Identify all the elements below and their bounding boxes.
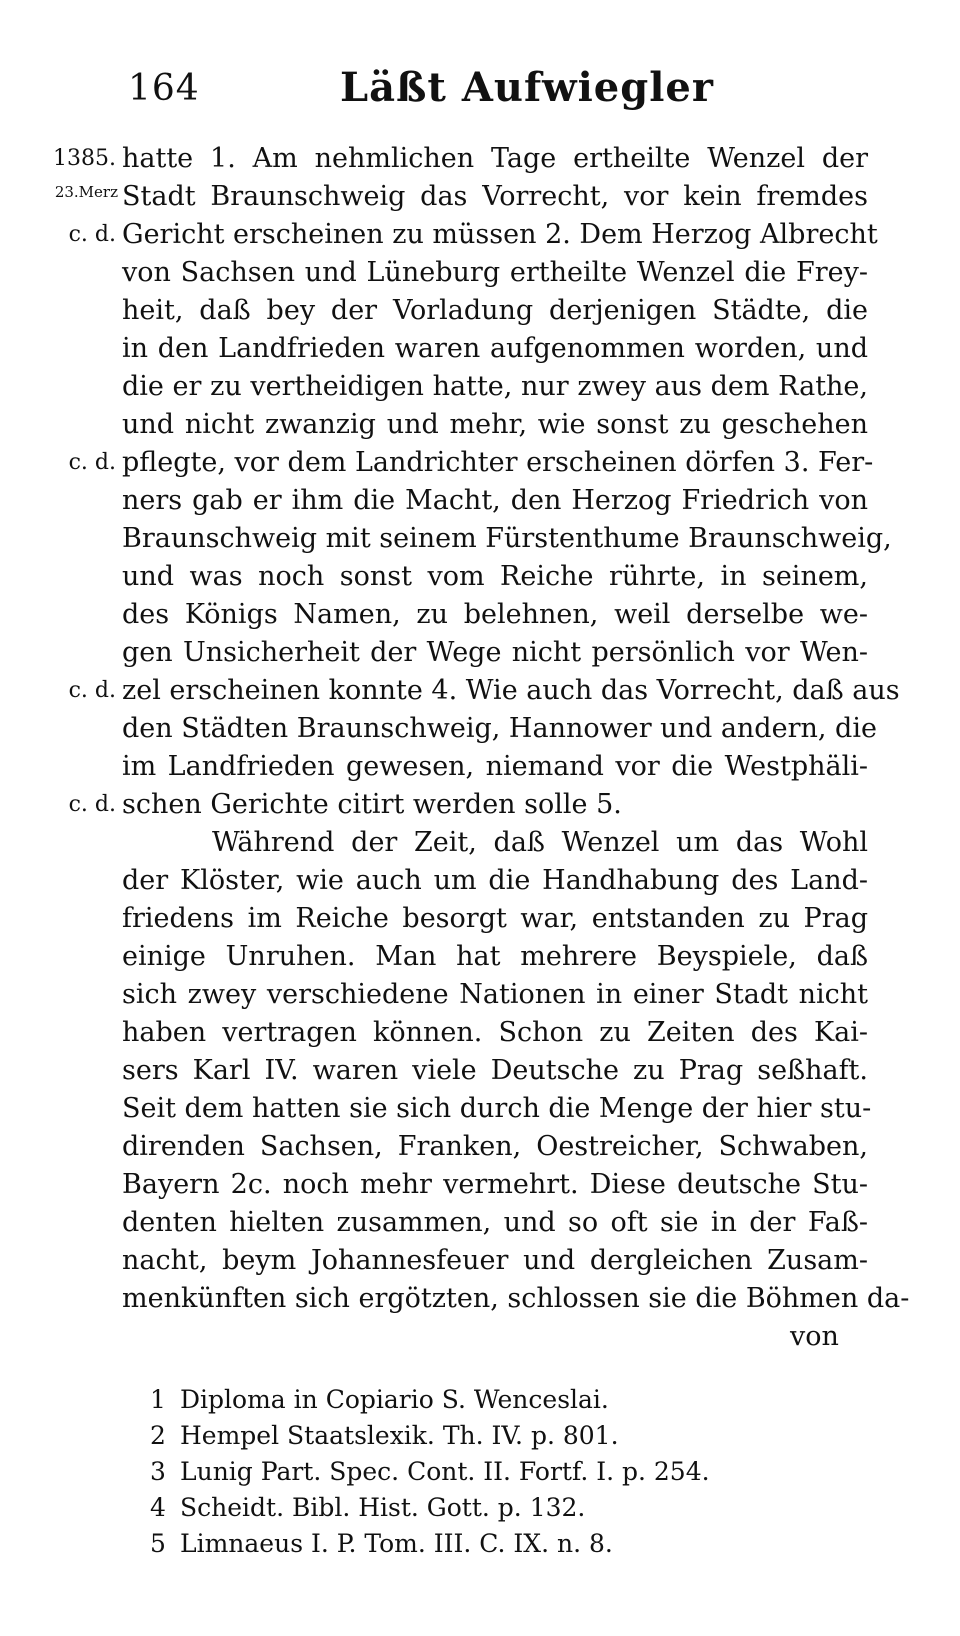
- text-line: des Königs Namen, zu belehnen, weil derselbe we-: [122, 599, 868, 630]
- text-line: in den Landfrieden waren aufgenommen worden, und: [122, 333, 868, 364]
- text-line: der Klöster, wie auch um die Handhabung des Land-: [122, 865, 868, 896]
- footnote-text: Diploma in Copiario S. Wenceslai.: [180, 1385, 609, 1414]
- text-line: hatte 1. Am nehmlichen Tage ertheilte Wenzel der: [122, 143, 868, 174]
- page-header: [0, 58, 960, 118]
- text-line: die er zu vertheidigen hatte, nur zwey aus dem Rathe,: [122, 371, 868, 402]
- text-line: einige Unruhen. Man hat mehrere Beyspiele, daß: [122, 941, 868, 972]
- margin-note-cd: c. d.: [68, 222, 116, 247]
- footnote-number: 3: [150, 1457, 166, 1486]
- text-line: Braunschweig mit seinem Fürstenthume Braunschweig,: [122, 523, 892, 554]
- text-line: pflegte, vor dem Landrichter erscheinen dörfen 3. Fer-: [122, 447, 874, 478]
- text-line: heit, daß bey der Vorladung derjenigen Städte, die: [122, 295, 868, 326]
- footnote: [150, 1382, 850, 1418]
- text-line: ners gab er ihm die Macht, den Herzog Friedrich von: [122, 485, 868, 516]
- text-line: Gericht erscheinen zu müssen 2. Dem Herzog Albrecht: [122, 219, 878, 250]
- margin-note-cd: c. d.: [68, 678, 116, 703]
- text-line: direnden Sachsen, Franken, Oestreicher, Schwaben,: [122, 1131, 868, 1162]
- footnote-number: 2: [150, 1421, 166, 1450]
- footnote-number: 5: [150, 1529, 166, 1558]
- text-line: gen Unsicherheit der Wege nicht persönlich vor Wen-: [122, 637, 868, 668]
- margin-note-date: 23.Merz: [54, 183, 118, 201]
- text-line: denten hielten zusammen, und so oft sie in der Faß-: [122, 1207, 868, 1238]
- footnote-text: Scheidt. Bibl. Hist. Gott. p. 132.: [180, 1493, 586, 1522]
- footnote-text: Hempel Staatslexik. Th. IV. p. 801.: [180, 1421, 619, 1450]
- text-line: nacht, beym Johannesfeuer und dergleichen Zusam-: [122, 1245, 868, 1276]
- footnote: [150, 1526, 850, 1562]
- text-line: zel erscheinen konnte 4. Wie auch das Vorrecht, daß aus: [122, 675, 900, 706]
- text-line: Bayern 2c. noch mehr vermehrt. Diese deutsche Stu-: [122, 1169, 868, 1200]
- catchword: von: [790, 1321, 839, 1352]
- text-line: sers Karl IV. waren viele Deutsche zu Prag seßhaft.: [122, 1055, 868, 1086]
- text-line: im Landfrieden gewesen, niemand vor die Westphäli-: [122, 751, 868, 782]
- text-line: und nicht zwanzig und mehr, wie sonst zu geschehen: [122, 409, 868, 440]
- text-line: schen Gerichte citirt werden solle 5.: [122, 789, 622, 820]
- text-line: Seit dem hatten sie sich durch die Menge der hier stu-: [122, 1093, 872, 1124]
- margin-note-cd: c. d.: [68, 450, 116, 475]
- text-line: menkünften sich ergötzten, schlossen sie die Böhmen da-: [122, 1283, 910, 1314]
- footnote-text: Lunig Part. Spec. Cont. II. Fortf. I. p. 254.: [180, 1457, 710, 1486]
- footnote-number: 1: [150, 1385, 166, 1414]
- footnote-text: Limnaeus I. P. Tom. III. C. IX. n. 8.: [180, 1529, 613, 1558]
- footnote: [150, 1418, 850, 1454]
- text-line: haben vertragen können. Schon zu Zeiten des Kai-: [122, 1017, 868, 1048]
- footnote: [150, 1490, 850, 1526]
- text-line: den Städten Braunschweig, Hannower und andern, die: [122, 713, 877, 744]
- footnote-number: 4: [150, 1493, 166, 1522]
- margin-note-cd: c. d.: [68, 792, 116, 817]
- text-line: von Sachsen und Lüneburg ertheilte Wenzel die Frey-: [122, 257, 868, 288]
- running-head: Läßt Aufwiegler: [340, 64, 714, 111]
- margin-note-year: 1385.: [53, 146, 116, 171]
- footnote: [150, 1454, 850, 1490]
- text-line: Stadt Braunschweig das Vorrecht, vor kein fremdes: [122, 181, 868, 212]
- text-line: Während der Zeit, daß Wenzel um das Wohl: [212, 827, 868, 858]
- text-line: sich zwey verschiedene Nationen in einer Stadt nicht: [122, 979, 868, 1010]
- text-line: und was noch sonst vom Reiche rührte, in seinem,: [122, 561, 868, 592]
- text-line: friedens im Reiche besorgt war, entstanden zu Prag: [122, 903, 868, 934]
- page-number: 164: [128, 68, 200, 109]
